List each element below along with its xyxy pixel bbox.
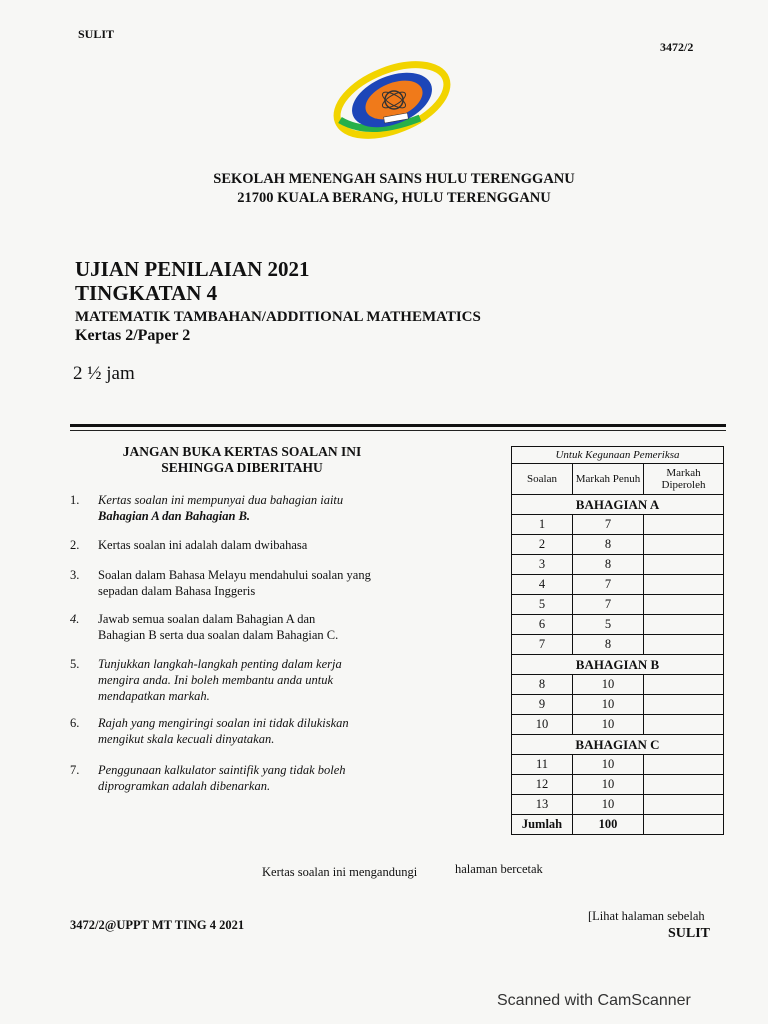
- full-marks: 8: [573, 555, 644, 575]
- question-number: 6: [512, 615, 573, 635]
- instruction-number: 5.: [70, 657, 80, 671]
- full-marks: 7: [573, 575, 644, 595]
- instruction-text: [98, 656, 398, 704]
- instruction-line: Kertas soalan ini adalah dalam dwibahasa: [98, 538, 308, 552]
- marks-obtained-cell: [644, 635, 724, 655]
- exam-title: UJIAN PENILAIAN 2021: [75, 257, 310, 281]
- marks-obtained-cell: [644, 595, 724, 615]
- divider-thin: [70, 430, 726, 431]
- column-header-question: Soalan: [512, 464, 573, 495]
- question-number: 1: [512, 515, 573, 535]
- school-name: SEKOLAH MENENGAH SAINS HULU TERENGGANU: [213, 171, 575, 187]
- total-value: 100: [573, 815, 644, 835]
- instruction-line: Bahagian A dan Bahagian B.: [98, 509, 251, 523]
- exam-paper: Kertas 2/Paper 2: [75, 327, 191, 344]
- table-row: [512, 755, 724, 775]
- marks-obtained-cell: [644, 615, 724, 635]
- instruction-line: sepadan dalam Bahasa Inggeris: [98, 584, 256, 598]
- instruction-line: Tunjukkan langkah-langkah penting dalam kerja: [98, 657, 342, 671]
- instruction-text: [98, 492, 398, 524]
- instruction-item: [70, 762, 420, 796]
- instruction-item: [70, 715, 420, 749]
- instruction-line: Bahagian B serta dua soalan dalam Bahagian C.: [98, 628, 339, 642]
- marks-obtained-cell: [644, 695, 724, 715]
- full-marks: 8: [573, 535, 644, 555]
- footer-sulit-label: SULIT: [668, 926, 711, 941]
- question-number: 4: [512, 575, 573, 595]
- section-header: BAHAGIAN C: [512, 735, 724, 755]
- instruction-item: [70, 492, 420, 526]
- school-address: 21700 KUALA BERANG, HULU TERENGGANU: [237, 190, 551, 206]
- full-marks: 10: [573, 755, 644, 775]
- full-marks: 10: [573, 775, 644, 795]
- scanner-watermark: Scanned with CamScanner: [497, 992, 691, 1009]
- table-row: [512, 575, 724, 595]
- instruction-line: mengira anda. Ini boleh membantu anda untuk: [98, 673, 334, 687]
- warning-line-1: JANGAN BUKA KERTAS SOALAN INI: [122, 444, 362, 459]
- total-label: Jumlah: [512, 815, 573, 835]
- question-number: 12: [512, 775, 573, 795]
- instruction-number: 4.: [70, 612, 80, 626]
- marks-obtained-cell: [644, 775, 724, 795]
- full-marks: 5: [573, 615, 644, 635]
- question-number: 2: [512, 535, 573, 555]
- instruction-text: [98, 537, 398, 553]
- question-number: 11: [512, 755, 573, 775]
- marks-obtained-cell: [644, 675, 724, 695]
- table-row: [512, 615, 724, 635]
- full-marks: 10: [573, 795, 644, 815]
- instruction-item: [70, 656, 420, 706]
- total-row: [512, 815, 724, 835]
- total-obtained-cell: [644, 815, 724, 835]
- exam-duration: 2 ½ jam: [73, 363, 135, 384]
- table-row: [512, 595, 724, 615]
- instruction-line: Rajah yang mengiringi soalan ini tidak dilukiskan: [98, 716, 349, 730]
- paper-code-top: 3472/2: [660, 40, 694, 54]
- column-header-marks-obtained: Markah Diperoleh: [644, 464, 724, 495]
- instruction-item: [70, 537, 420, 555]
- warning-line-2: SEHINGGA DIBERITAHU: [161, 460, 323, 475]
- marks-obtained-cell: [644, 555, 724, 575]
- footer-next-page-note: [Lihat halaman sebelah: [588, 909, 705, 923]
- instruction-line: Soalan dalam Bahasa Melayu mendahului soalan yang: [98, 568, 371, 582]
- footer-paper-code: 3472/2@UPPT MT TING 4 2021: [70, 918, 245, 932]
- instruction-line: Kertas soalan ini mempunyai dua bahagian iaitu: [98, 493, 344, 507]
- instruction-line: mengikut skala kecuali dinyatakan.: [98, 732, 275, 746]
- marks-obtained-cell: [644, 515, 724, 535]
- sulit-label-top: SULIT: [78, 27, 115, 41]
- instruction-text: [98, 762, 398, 794]
- table-row: [512, 775, 724, 795]
- marks-obtained-cell: [644, 575, 724, 595]
- instruction-line: Penggunaan kalkulator saintifik yang tidak boleh: [98, 763, 346, 777]
- divider-thick: [70, 424, 726, 427]
- instruction-line: diprogramkan adalah dibenarkan.: [98, 779, 271, 793]
- table-row: [512, 555, 724, 575]
- section-header: BAHAGIAN B: [512, 655, 724, 675]
- school-logo: [330, 60, 455, 140]
- question-number: 3: [512, 555, 573, 575]
- question-number: 7: [512, 635, 573, 655]
- examiner-marks-table: [511, 446, 724, 835]
- instruction-line: Jawab semua soalan dalam Bahagian A dan: [98, 612, 316, 626]
- table-row: [512, 695, 724, 715]
- question-number: 8: [512, 675, 573, 695]
- instruction-number: 7.: [70, 763, 80, 777]
- pages-note-left: Kertas soalan ini mengandungi: [262, 865, 418, 879]
- instruction-text: [98, 611, 398, 643]
- question-number: 10: [512, 715, 573, 735]
- full-marks: 10: [573, 715, 644, 735]
- table-caption: Untuk Kegunaan Pemeriksa: [512, 447, 724, 464]
- full-marks: 7: [573, 595, 644, 615]
- table-row: [512, 795, 724, 815]
- pages-note-right: halaman bercetak: [455, 862, 543, 876]
- marks-obtained-cell: [644, 715, 724, 735]
- instruction-item: [70, 567, 420, 601]
- instruction-text: [98, 567, 398, 599]
- question-number: 5: [512, 595, 573, 615]
- full-marks: 8: [573, 635, 644, 655]
- full-marks: 10: [573, 675, 644, 695]
- column-header-full-marks: Markah Penuh: [573, 464, 644, 495]
- table-row: [512, 715, 724, 735]
- instruction-item: [70, 611, 420, 645]
- section-header: BAHAGIAN A: [512, 495, 724, 515]
- instruction-line: mendapatkan markah.: [98, 689, 210, 703]
- marks-obtained-cell: [644, 535, 724, 555]
- exam-subject: MATEMATIK TAMBAHAN/ADDITIONAL MATHEMATICS: [75, 309, 481, 325]
- table-row: [512, 515, 724, 535]
- full-marks: 7: [573, 515, 644, 535]
- instruction-number: 3.: [70, 568, 80, 582]
- table-row: [512, 535, 724, 555]
- instruction-number: 2.: [70, 538, 80, 552]
- question-number: 9: [512, 695, 573, 715]
- question-number: 13: [512, 795, 573, 815]
- instruction-number: 6.: [70, 716, 80, 730]
- marks-obtained-cell: [644, 755, 724, 775]
- instruction-number: 1.: [70, 493, 80, 507]
- full-marks: 10: [573, 695, 644, 715]
- table-row: [512, 635, 724, 655]
- table-row: [512, 675, 724, 695]
- exam-form: TINGKATAN 4: [75, 281, 218, 305]
- marks-obtained-cell: [644, 795, 724, 815]
- instruction-text: [98, 715, 398, 747]
